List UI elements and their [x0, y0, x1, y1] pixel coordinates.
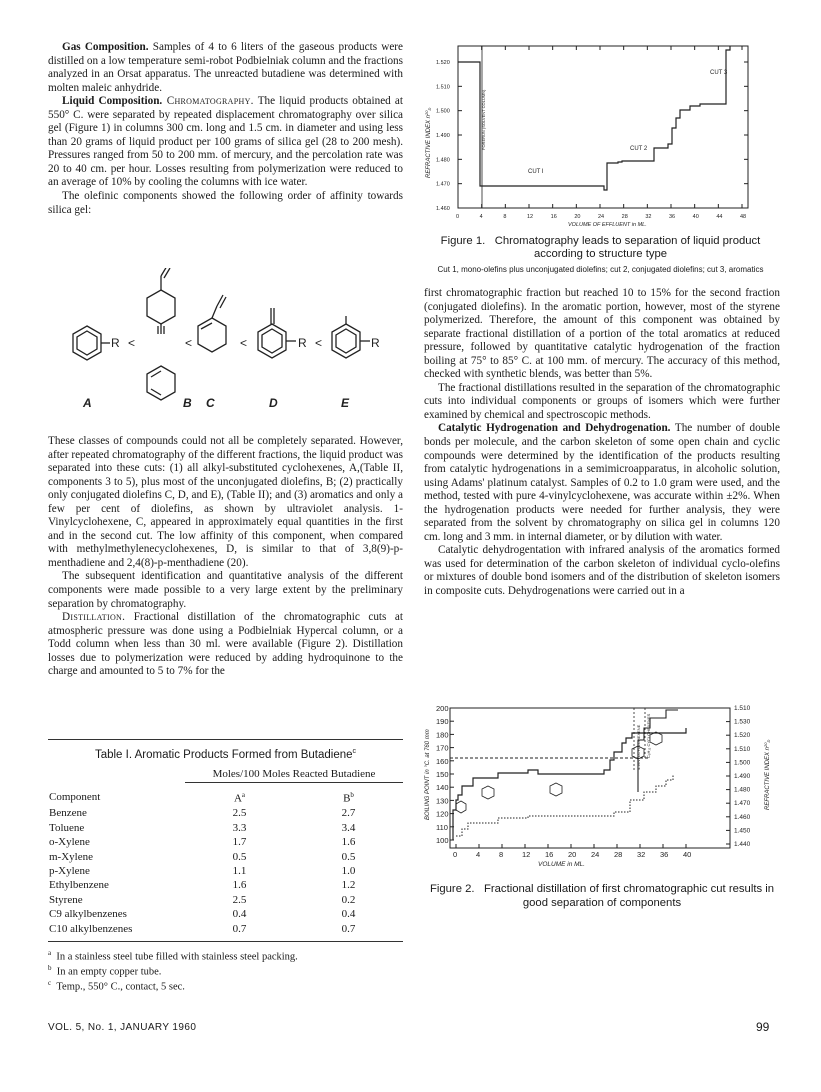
table-1-col-b-text: B: [343, 792, 351, 805]
paragraph-distillation: [48, 611, 403, 679]
figure-1-xtick-label: 36: [669, 214, 676, 220]
figure-1-caption-text: Chromatography leads to separation of liquid product according to structure type: [494, 235, 761, 260]
figure-2-ytick-left-label: 180: [436, 730, 449, 740]
structure-label-e: E: [341, 396, 350, 410]
table-cell-a: 1.1: [232, 864, 247, 877]
figure-2-ytick-right-label: 1.460: [734, 813, 751, 821]
table-1-col-b-sup: b: [350, 791, 354, 800]
table-cell-b: 0.5: [341, 850, 356, 863]
figure-2-ytick-right-label: 1.530: [734, 718, 751, 726]
figure-2-xtick-label: 40: [683, 850, 692, 859]
table-cell-component: Ethylbenzene: [49, 879, 109, 892]
text-gas-composition: Samples of 4 to 6 liters of the gaseous products were distilled on a low temperature semi-robot Podbielniak column and the fractions analyzed in an Orsat apparatus. The unreacted butadiene was determined with molten maleic anhydride.: [48, 41, 403, 94]
figure-2-ytick-left-label: 100: [436, 836, 449, 845]
footer-journal: VOL. 5, No. 1, JANUARY 1960: [48, 1022, 197, 1033]
figure-2-caption-text: Fractional distillation of first chromatographic cut results in good separation of components: [483, 883, 775, 909]
figure-2-ytick-left-label: 160: [436, 756, 449, 766]
paragraph-identification: The subsequent identification and quantitative analysis of the different components were made possible to a very large extent by the preliminary separation by chromatography.: [48, 570, 403, 610]
figure-2-xtick-label: 20: [568, 850, 577, 859]
table-cell-a: 3.3: [232, 821, 247, 834]
figure-1-ytick-label: 1.460: [436, 206, 450, 212]
structure-label-c: C: [206, 396, 215, 410]
figure-2-structure-icon-1: [650, 732, 662, 745]
figure-2-xtick-label: 4: [476, 850, 481, 859]
table-1-footnote-c: [48, 978, 403, 993]
text-liquid-composition: The liquid products obtained at 550° C. were separated by repeated displacement chromatography over silica gel (Figure 1) in columns 300 cm. long and 1.5 cm. in diameter and using less than 20 grams of liquid product per 100 grams of silica gel (28 to 200 mesh). Pressures ranged from 50 to 200 mm. of mercury, and the percolation rate was 20 to 40 cm. per hour. Losses resulting from polymerization were reduced to an average of 10% by cooling the columns with ice water.: [48, 95, 404, 189]
table-1-col-a: [185, 783, 294, 807]
figure-2-ylabel-right: [763, 740, 771, 810]
figure-1-ylabel-sub: D: [427, 107, 432, 111]
figure-2-ytick-right-label: 1.490: [734, 773, 751, 780]
text-catalytic: The number of double bonds per molecule, and the carbon skeleton of some open chain and cyclic compounds were determined by the identification of the products resulting from catalytic hydrogenations in a semimicroapparatus, in alcoholic solution, using Adams' platinum catalyst. Samples of 0.2 to 1.0 gram were used, and the method, tested with pure 4-vinylcyclohexene, was accurate within ±2%. When the hydrogenation products were needed for further analysis, they were separated from the solvent by chromatography on silica gel in columns 120 cm. long and 3 mm. in internal diameter, or by dilution with water.: [424, 422, 780, 543]
table-1-title: [48, 748, 403, 761]
figure-1-xlabel: VOLUME OF EFFLUENT in ML.: [568, 222, 647, 228]
table-1-col-component: Component: [49, 790, 101, 803]
table-1-footnote-b: [48, 963, 403, 978]
figure-1-xtick-label: 40: [692, 214, 699, 220]
table-row: [48, 922, 403, 936]
figure-2-ytick-left-label: 170: [436, 743, 449, 753]
figure-2-caption: [424, 883, 780, 910]
figure-2-caption-label: Figure 2.: [429, 883, 475, 895]
figure-2-chart: [418, 700, 783, 870]
figure-2-boiling-point-curve: [453, 728, 686, 840]
footnote-b-mark: b: [48, 963, 52, 972]
figure-1-ytick-label: 1.510: [436, 84, 450, 91]
figure-2-structure-icon-5: [456, 801, 466, 813]
structure-label-b: B: [183, 396, 192, 410]
structure-d-r: R: [298, 336, 307, 350]
paragraph-dehydrogenation: Catalytic dehydrogentation with infrared analysis of the aromatics formed was used for determination of the carbon skeleton of individual cyclo-olefins or mixtures of double bond isomers and of the distribution of skeleton isomers in composite cuts. Dehydrogenations were carried out in a: [424, 544, 780, 598]
table-1: [48, 739, 403, 993]
figure-1-vertical-label: FORERUN (SOLVENT COLUMN): [481, 89, 486, 150]
left-column-bottom: [48, 435, 403, 679]
structure-label-d: D: [269, 396, 278, 410]
figure-1-note: Cut 1, mono-olefins plus unconjugated diolefins; cut 2, conjugated diolefins; cut 3, aromatics: [437, 265, 764, 274]
figure-2-ytick-right-label: 1.470: [734, 800, 751, 808]
table-cell-a: 1.6: [232, 879, 247, 892]
footnote-a-mark: a: [48, 948, 52, 957]
table-row: [48, 864, 403, 878]
figure-2-structure-icon-3: [550, 783, 562, 796]
figure-2-ytick-right-label: 1.520: [734, 732, 751, 740]
figure-2-ytick-right-label: 1.510: [734, 745, 751, 753]
right-column: [424, 287, 780, 599]
figure-1-caption: [418, 235, 783, 261]
table-cell-b: 1.2: [341, 879, 356, 892]
table-1-title-text: Table I. Aromatic Products Formed from Butadiene: [94, 748, 353, 761]
figure-2-xtick-label: 24: [591, 850, 600, 859]
runin-gas-composition: Gas Composition.: [62, 41, 149, 53]
figure-1-caption-label: Figure 1.: [440, 235, 486, 247]
figure-2-ylabel-left: BOILING POINT in °C. at 760 mm: [425, 729, 431, 820]
table-cell-a: 0.7: [232, 922, 247, 935]
smallcaps-chromatography: Chromatography.: [162, 95, 254, 108]
figure-2-ytick-left-label: 130: [436, 796, 449, 806]
table-cell-b: 0.4: [341, 908, 356, 921]
structure-c-ring: [198, 295, 226, 352]
figure-2-xtick-label: 8: [499, 850, 504, 859]
table-cell-component: C10 alkylbenzenes: [49, 922, 133, 935]
figure-2-ytick-left-label: 120: [436, 809, 449, 819]
figure-2-xtick-label: 12: [522, 850, 531, 859]
figure-2-vertical-label: 4-VINYLCYCLOHEXENE: [636, 724, 641, 770]
table-1-grid: [48, 767, 403, 936]
figure-1-xtick-label: 20: [574, 214, 581, 220]
figure-1-curve: [458, 46, 730, 190]
table-1-body: [48, 806, 403, 936]
figure-2-ytick-left-label: 150: [436, 770, 449, 779]
figure-2-xtick-label: 32: [637, 850, 646, 859]
figure-2-ytick-right-label: 1.500: [734, 759, 751, 767]
figure-2-structure-icon-4: [482, 786, 494, 799]
figure-2-xtick-label: 16: [545, 850, 554, 859]
figure-1-xtick-label: 48: [740, 214, 747, 220]
structure-e-ring: [332, 316, 370, 358]
footnote-c-mark: c: [48, 978, 52, 987]
figure-2-xtick-label: 36: [660, 850, 669, 859]
figure-2-refractive-index-curve: [456, 774, 673, 836]
figure-2-ytick-left-label: 190: [436, 717, 449, 727]
figure-2-ytick-right-label: 1.450: [734, 827, 751, 835]
figure-1-xtick-label: 12: [527, 214, 534, 220]
table-row: [48, 835, 403, 849]
paragraph-affinity: The olefinic components showed the following order of affinity towards silica gel:: [48, 190, 403, 216]
table-cell-component: o-Xylene: [49, 836, 90, 849]
figure-2-ytick-left-label: 140: [436, 783, 449, 793]
figure-2-ylabel-right-sub: D: [766, 739, 771, 743]
figure-1-frame: [458, 46, 748, 208]
runin-liquid-composition: Liquid Composition.: [62, 95, 163, 108]
footnote-c-text: Temp., 550° C., contact, 5 sec.: [56, 981, 185, 993]
table-cell-a: 0.4: [232, 908, 247, 921]
figure-1-cut2-label: CUT 2: [630, 146, 648, 152]
table-row: [48, 907, 403, 921]
table-row: [48, 821, 403, 835]
table-cell-b: 2.7: [341, 807, 356, 820]
table-cell-a: 1.7: [232, 836, 247, 849]
structure-b-ring: [147, 268, 175, 400]
table-1-title-sup: c: [352, 748, 357, 755]
table-1-footnote-a: [48, 948, 403, 963]
table-cell-component: Styrene: [49, 893, 83, 906]
footnote-a-text: In a stainless steel tube filled with stainless steel packing.: [56, 951, 298, 963]
figure-1-cut3-label: CUT 3: [710, 70, 728, 76]
figure-1-xtick-label: 32: [645, 214, 652, 220]
table-1-col-a-text: A: [233, 792, 242, 805]
paragraph-styrene: first chromatographic fraction but reached 10 to 15% for the second fraction (conjugated diolefins). In the aromatic portion, however, most of the styrene polymerized. Therefore, the amount of this component was obtained by separate fractional distillation of a portion of the total aromatics at reduced pressure, followed by quantitative catalytic hydrogenation of the fraction boiling at 75° to 85° C. at 100 mm. of mercury. The accuracy of this method, checked with synthetic blends, was better than 5%.: [424, 287, 780, 381]
table-1-col-a-sup: a: [241, 791, 246, 800]
table-1-footnotes: [48, 941, 403, 993]
table-cell-b: 0.7: [341, 922, 356, 935]
figure-2-xlabel: VOLUME in ML.: [538, 861, 585, 868]
table-1-group-header: Moles/100 Moles Reacted Butadiene: [185, 767, 403, 783]
runin-catalytic: Catalytic Hydrogenation and Dehydrogenation.: [438, 422, 671, 435]
table-1-col-b: [294, 783, 403, 807]
structure-formulas: [40, 268, 410, 430]
figure-1-cut1-label: CUT I: [528, 169, 544, 175]
figure-1-ylabel-sup: 20: [424, 110, 429, 115]
table-cell-b: 3.4: [341, 821, 356, 834]
table-cell-component: m-Xylene: [49, 850, 93, 863]
paragraph-fractional-distillations: The fractional distillations resulted in the separation of the chromatographic cuts into individual components or groups of isomers which were further examined by chemical and spectroscopic methods.: [424, 381, 780, 421]
table-cell-b: 0.2: [341, 893, 356, 906]
text-distillation: Fractional distillation of the chromatographic cuts at atmospheric pressure was done using a Podbielniak Hypercal column, or a Todd column when less than 30 ml. were available (Figure 2). Distillation losses due to polymerization were reduced by adding hydroquinone to the charge and amounted to 5 to 7% for the: [48, 611, 403, 678]
table-cell-b: 1.0: [341, 864, 356, 877]
figure-2-ytick-right-label: 1.480: [734, 786, 751, 794]
structure-e-r: R: [371, 336, 380, 350]
table-cell-a: 2.5: [232, 807, 247, 820]
figure-2-xtick-label: 28: [614, 850, 623, 859]
figure-2-ytick-right-label: 1.510: [734, 705, 751, 712]
figure-1-xtick-label: 8: [503, 214, 507, 220]
figure-1-xtick-label: 16: [550, 214, 557, 220]
figure-1-ytick-label: 1.480: [436, 157, 450, 164]
figure-2-ylabel-right-sup: 20: [763, 742, 768, 747]
structure-a-r: R: [111, 336, 120, 350]
structure-label-a: A: [83, 396, 92, 410]
paragraph-gas-composition: [48, 41, 403, 95]
figure-1-ytick-label: 1.490: [436, 133, 450, 139]
figure-1-xtick-label: 4: [479, 214, 483, 220]
figure-1-ytick-label: 1.500: [436, 108, 450, 115]
figure-1-xtick-label: 24: [598, 214, 605, 220]
paragraph-liquid-composition: [48, 95, 403, 190]
figure-1-ytick-label: 1.520: [436, 60, 450, 66]
table-cell-component: p-Xylene: [49, 864, 90, 877]
figure-1-ylabel-text: REFRACTIVE INDEX n: [426, 114, 432, 178]
figure-1-ylabel: [424, 108, 432, 178]
table-cell-component: Toluene: [49, 821, 85, 834]
figure-2-ylabel-right-text: REFRACTIVE INDEX n: [765, 746, 771, 810]
figure-2-vertical-label-2: C₈H₁₂ CYCLOHEXENES: [646, 713, 651, 758]
table-cell-component: Benzene: [49, 807, 87, 820]
table-cell-a: 2.5: [232, 893, 247, 906]
structure-a-ring: [73, 326, 110, 360]
footer-page-number: 99: [756, 1020, 770, 1034]
left-column-top: [48, 41, 403, 217]
lt-symbol-1: <: [128, 336, 136, 350]
smallcaps-distillation: Distillation.: [62, 611, 126, 624]
lt-symbol-4: <: [315, 336, 323, 350]
table-cell-component: C9 alkylbenzenes: [49, 908, 127, 921]
lt-symbol-2: <: [185, 336, 193, 350]
table-cell-a: 0.5: [232, 850, 247, 863]
figure-2-xtick-label: 0: [453, 850, 458, 859]
table-cell-b: 1.6: [341, 836, 356, 849]
table-row: [48, 850, 403, 864]
table-row: [48, 878, 403, 892]
paragraph-catalytic: [424, 422, 780, 544]
lt-symbol-3: <: [240, 336, 248, 350]
paragraph-classes: These classes of compounds could not all be completely separated. However, after repeated chromatography of the different fractions, the liquid product was separated into these cuts: (1) all alkyl-substituted cyclohexenes, A,(Table II, components 3 to 5), plus most of the unconjugated diolefins, B; (2) practically only conjugated diolefins C, D, and E), (Table II); and (3) aromatics and only a few per cent of diolefins, as shown by ultraviolet analysis. 1-Vinylcyclohexene, C, appeared in approximately equal quantities in the first and in the second cut. The low affinity of this component, when compared with methylmethylenecyclohexenes, D, is similar to that of 3,8(9)-p-menthadiene and 2,4(8)-p-menthadiene (20).: [48, 435, 403, 569]
table-row: [48, 893, 403, 907]
figure-2-ytick-left-label: 200: [436, 704, 449, 713]
figure-1-ytick-label: 1.470: [436, 181, 450, 188]
figure-2-ytick-right-label: 1.440: [734, 841, 751, 848]
figure-1-xtick-label: 0: [456, 214, 460, 220]
figure-1-chart: [418, 40, 783, 230]
figure-2-ytick-left-label: 110: [436, 822, 448, 832]
figure-1-xtick-label: 28: [621, 214, 628, 220]
footnote-b-text: In an empty copper tube.: [56, 966, 162, 978]
figure-1-xtick-label: 44: [716, 214, 723, 220]
table-row: [48, 806, 403, 820]
structure-d-ring: [258, 308, 296, 358]
